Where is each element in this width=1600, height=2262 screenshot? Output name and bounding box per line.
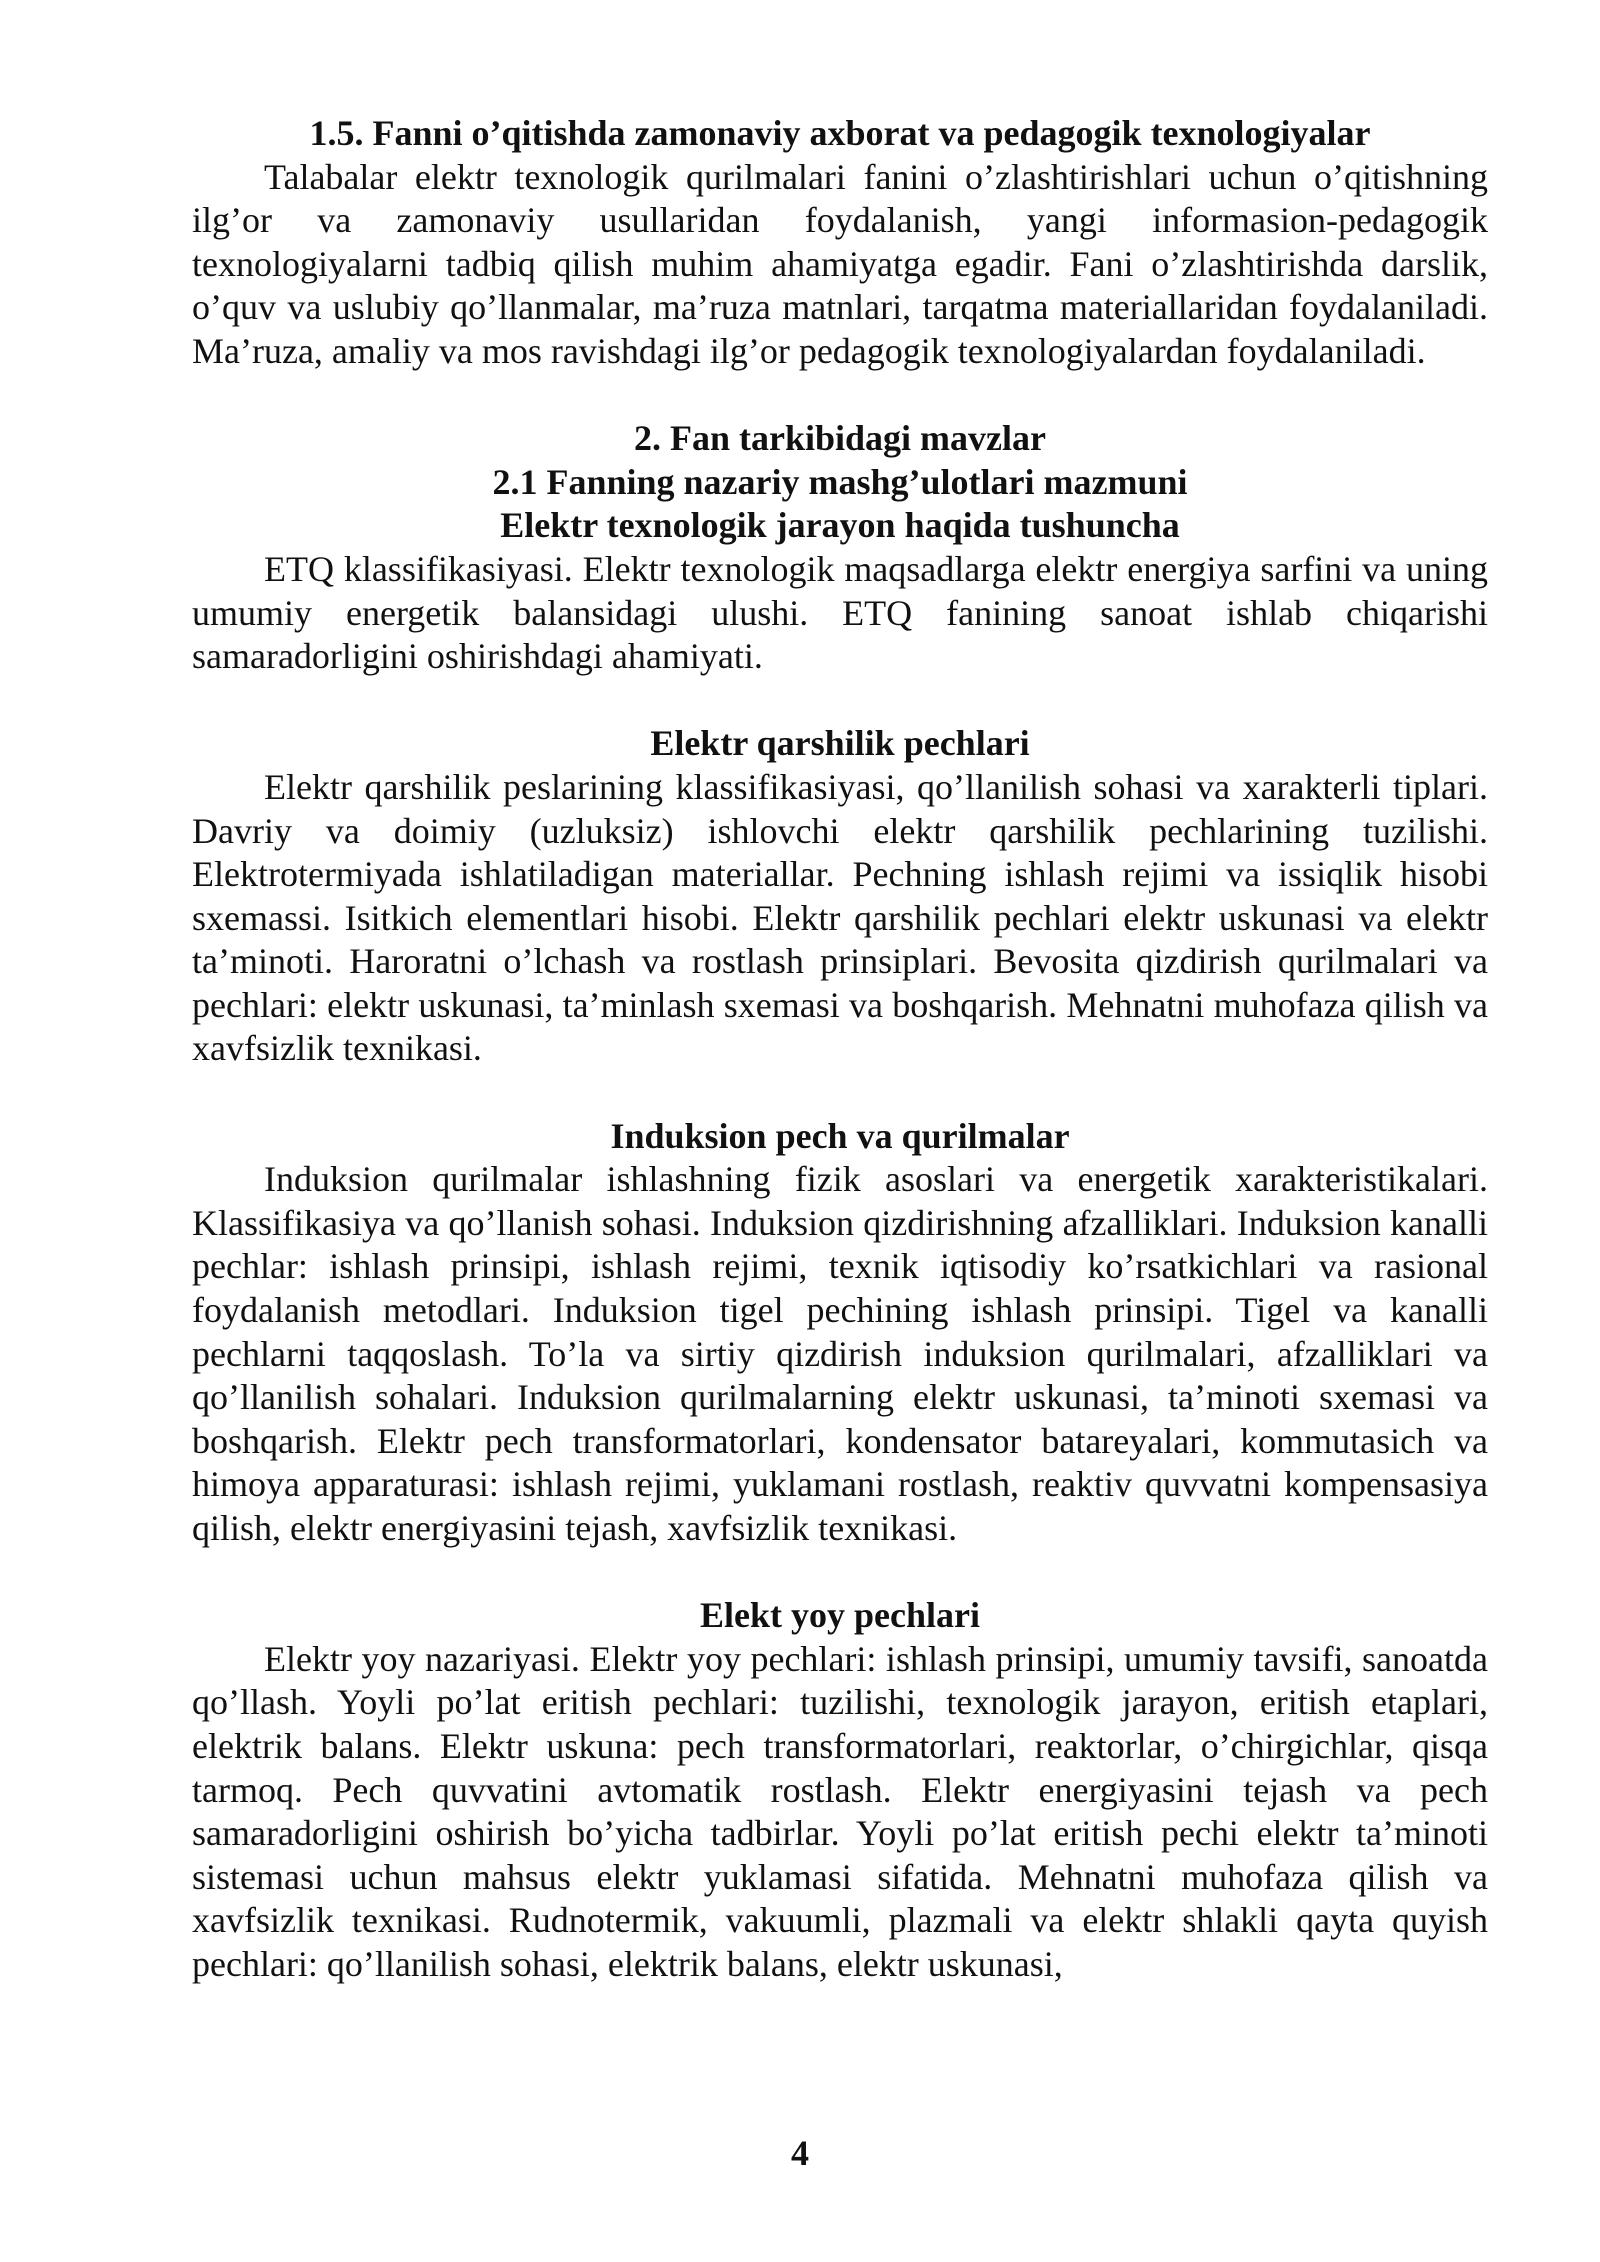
section-1-5-heading: 1.5. Fanni o’qitishda zamonaviy axborat va pedagogik texnologiyalar bbox=[309, 113, 1371, 153]
topic-paragraph: ETQ klassifikasiyasi. Elektr texnologik maqsadlarga elektr energiya sarfini va uning umumiy energetik balansidagi ulushi. ETQ fanining sanoat ishlab chiqarishi samaradorligini oshirishdagi ahamiyati. bbox=[192, 548, 1488, 677]
topic-paragraph: Induksion qurilmalar ishlashning fizik asoslari va energetik xarakteristikalari. Klassifikasiya va qo’llanish sohasi. Induksion qizdirishning afzalliklari. Induksion kanalli pechlar: ishlash prinsipi, ishlash rejimi, texnik iqtisodiy ko’rsatkichlari va rasional foydalanish metodlari. Induksion tigel pechining ishlash prinsipi. Tigel va kanalli pechlarni taqqoslash. To’la va sirtiy qizdirish induksion qurilmalari, afzalliklari va qo’llanilish sohalari. Induksion qurilmalarning elektr uskunasi, ta’minoti sxemasi va boshqarish. Elektr pech transformatorlari, kondensator batareyalari, kommutasich va himoya apparaturasi: ishlash rejimi, yuklamani rostlash, reaktiv quvvatni kompensasiya qilish, elektr energiyasini tejash, xavfsizlik texnikasi. bbox=[192, 1159, 1488, 1548]
document-page bbox=[192, 112, 1488, 1987]
page-number: 4 bbox=[791, 2133, 809, 2173]
section-2-1-subheading: 2.1 Fanning nazariy mashg’ulotlari mazmuni bbox=[492, 461, 1188, 502]
topic-paragraph: Elektr qarshilik peslarining klassifikasiyasi, qo’llanilish sohasi va xarakterli tiplari. Davriy va doimiy (uzluksiz) ishlovchi elektr qarshilik pechlarining tuzilishi. Elektrotermiyada ishlatiladigan materiallar. Pechning ishlash rejimi va issiqlik hisobi sxemassi. Isitkich elementlari hisobi. Elektr qarshilik pechlari elektr uskunasi va elektr ta’minoti. Haroratni o’lchash va rostlash prinsiplari. Bevosita qizdirish qurilmalari va pechlari: elektr uskunasi, ta’minlash sxemasi va boshqarish. Mehnatni muhofaza qilish va xavfsizlik texnikasi. bbox=[192, 766, 1488, 1069]
topic-paragraph: Elektr yoy nazariyasi. Elektr yoy pechlari: ishlash prinsipi, umumiy tavsifi, sanoatda qo’llash. Yoyli po’lat eritish pechlari: tuzilishi, texnologik jarayon, eritish etaplari, elektrik balans. Elektr uskuna: pech transformatorlari, reaktorlar, o’chirgichlar, qisqa tarmoq. Pech quvvatini avtomatik rostlash. Elektr energiyasini tejash va pech samaradorligini oshirish bo’yicha tadbirlar. Yoyli po’lat eritish pechi elektr ta’minoti sistemasi uchun mahsus elektr yuklamasi sifatida. Mehnatni muhofaza qilish va xavfsizlik texnikasi. Rudnotermik, vakuumli, plazmali va elektr shlakli qayta quyish pechlari: qo’llanilish sohasi, elektrik balans, elektr uskunasi, bbox=[192, 1638, 1488, 1984]
spacer bbox=[192, 679, 1488, 723]
topic-title: Induksion pech va qurilmalar bbox=[610, 1115, 1070, 1156]
section-2-heading: 2. Fan tarkibidagi mavzlar bbox=[634, 418, 1046, 459]
spacer bbox=[192, 374, 1488, 418]
section-1-5-paragraph: Talabalar elektr texnologik qurilmalari fanini o’zlashtirishlari uchun o’qitishning ilg’or va zamonaviy usullaridan foydalanish, yangi informasion-pedagogik texnologiyalarni tadbiq qilish muhim ahamiyatga egadir. Fani o’zlashtirishda darslik, o’quv va uslubiy qo’llanmalar, ma’ruza matnlari, tarqatma materiallaridan foydalaniladi. Ma’ruza, amaliy va mos ravishdagi ilg’or pedagogik texnologiyalardan foydalaniladi. bbox=[192, 156, 1488, 371]
topic-title: Elektr texnologik jarayon haqida tushuncha bbox=[500, 505, 1180, 546]
topic-title: Elektr qarshilik pechlari bbox=[650, 723, 1030, 764]
spacer bbox=[192, 1071, 1488, 1115]
topic-title: Elekt yoy pechlari bbox=[700, 1595, 980, 1636]
spacer bbox=[192, 1551, 1488, 1595]
